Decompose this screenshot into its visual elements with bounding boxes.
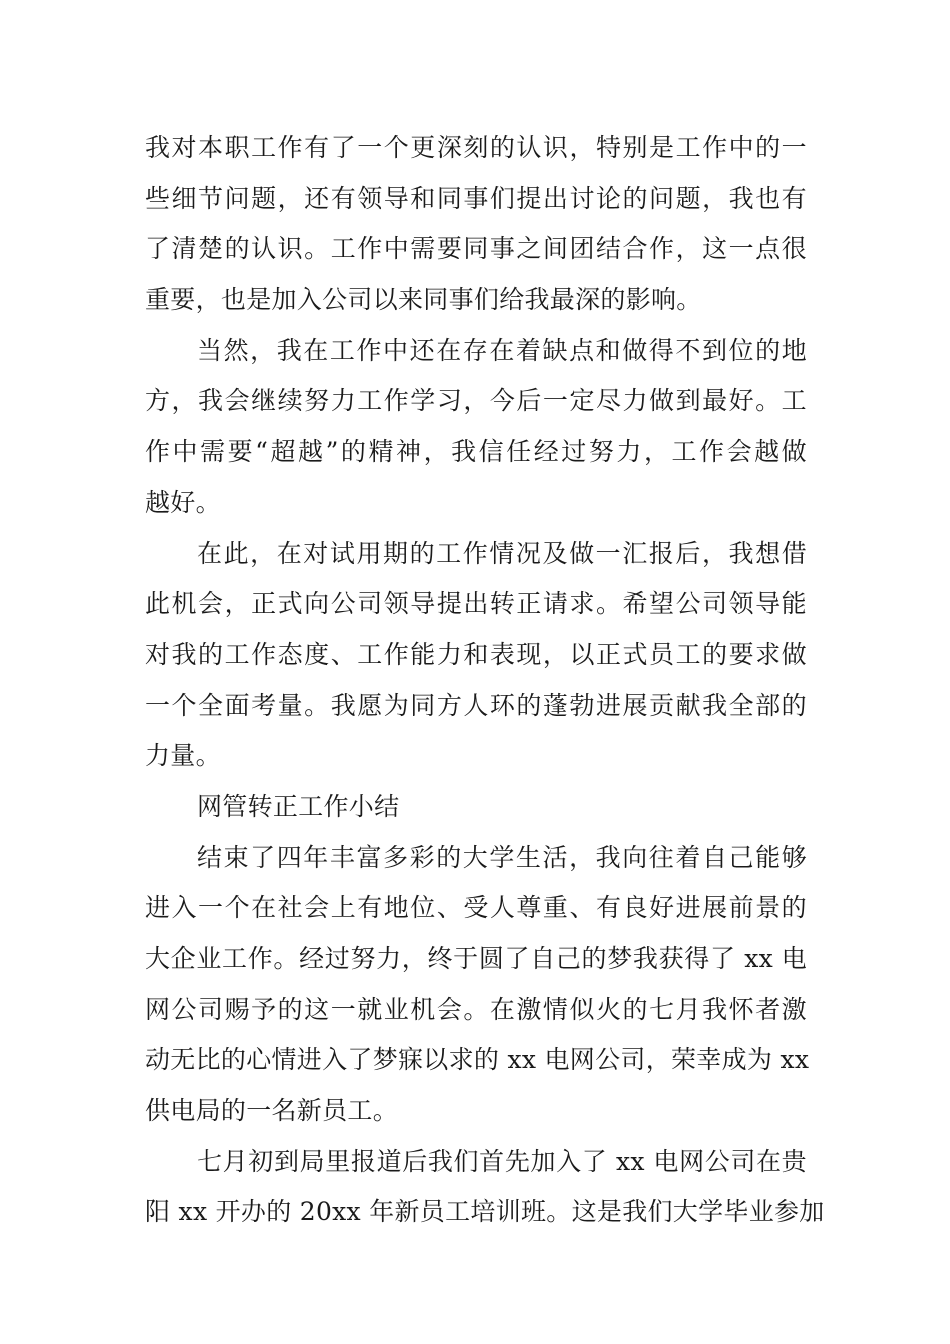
text-line: 些细节问题，还有领导和同事们提出讨论的问题，我也有 [145, 183, 807, 213]
text-line: 进入一个在社会上有地位、受人尊重、有良好进展前景的 [145, 893, 807, 923]
paragraph-first-line: 结束了四年丰富多彩的大学生活，我向往着自己能够 [197, 842, 807, 872]
text-line: 网公司赐予的这一就业机会。在激情似火的七月我怀者激 [145, 994, 807, 1024]
paragraph-first-line: 在此，在对试用期的工作情况及做一汇报后，我想借 [197, 538, 807, 568]
paragraph-first-line: 七月初到局里报道后我们首先加入了 xx 电网公司在贵 [197, 1146, 807, 1176]
text-line: 一个全面考量。我愿为同方人环的蓬勃进展贡献我全部的 [145, 690, 807, 720]
text-line: 我对本职工作有了一个更深刻的认识，特别是工作中的一 [145, 133, 807, 162]
text-line: 力量。 [145, 741, 221, 771]
text-line: 大企业工作。经过努力，终于圆了自己的梦我获得了 xx 电 [145, 944, 807, 973]
text-line: 重要，也是加入公司以来同事们给我最深的影响。 [145, 285, 702, 315]
text-line: 对我的工作态度、工作能力和表现，以正式员工的要求做 [145, 639, 807, 669]
text-line: 动无比的心情进入了梦寐以求的 xx 电网公司，荣幸成为 xx [145, 1045, 810, 1075]
text-line: 此机会，正式向公司领导提出转正请求。希望公司领导能 [145, 589, 807, 619]
paragraph-first-line: 当然，我在工作中还在存在着缺点和做得不到位的地 [197, 335, 807, 365]
section-heading: 网管转正工作小结 [197, 791, 400, 821]
text-line: 供电局的一名新员工。 [145, 1096, 399, 1126]
document-body [145, 123, 825, 1238]
text-line: 作中需要“超越”的精神，我信任经过努力，工作会越做 [145, 437, 807, 467]
text-line: 越好。 [145, 487, 221, 517]
text-line: 阳 xx 开办的 20xx 年新员工培训班。这是我们大学毕业参加 [145, 1197, 825, 1227]
text-line: 方，我会继续努力工作学习，今后一定尽力做到最好。工 [145, 386, 807, 416]
text-line: 了清楚的认识。工作中需要同事之间团结合作，这一点很 [145, 234, 807, 264]
